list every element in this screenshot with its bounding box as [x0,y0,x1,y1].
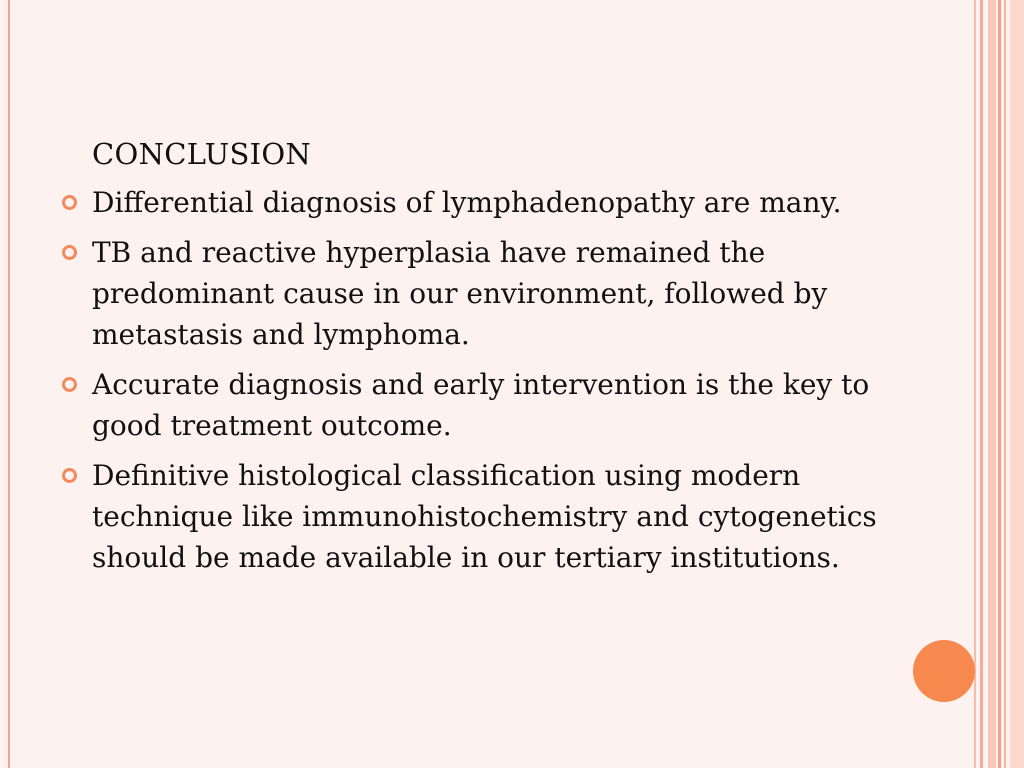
ring-bullet-icon [62,377,77,392]
bullet-text: TB and reactive hyperplasia have remained the predominant cause in our environment, followed by metastasis and lymphoma. [92,236,828,351]
right-stripe [1010,0,1024,768]
right-stripe [1004,0,1006,768]
bullet-item [60,364,920,446]
ring-bullet-icon [62,245,77,260]
left-border-stripe [8,0,10,768]
bullet-list [60,182,920,578]
right-stripe [980,0,983,768]
bullet-item [60,232,920,355]
bullet-text: Definitive histological classification using modern technique like immunohistochemistry and cytogenetics should be made available in our tertiary institutions. [92,459,877,574]
right-border-stripes [974,0,1024,768]
slide-content [60,134,920,587]
bullet-text: Differential diagnosis of lymphadenopathy are many. [92,186,842,219]
ring-bullet-icon [62,468,77,483]
bullet-item [60,455,920,578]
right-stripe [998,0,1001,768]
bullet-item [60,182,920,223]
decorative-circle [913,640,975,702]
right-stripe [988,0,996,768]
ring-bullet-icon [62,195,77,210]
right-stripe [974,0,976,768]
slide-title: CONCLUSION [92,137,312,171]
bullet-text: Accurate diagnosis and early intervention is the key to good treatment outcome. [92,368,870,442]
